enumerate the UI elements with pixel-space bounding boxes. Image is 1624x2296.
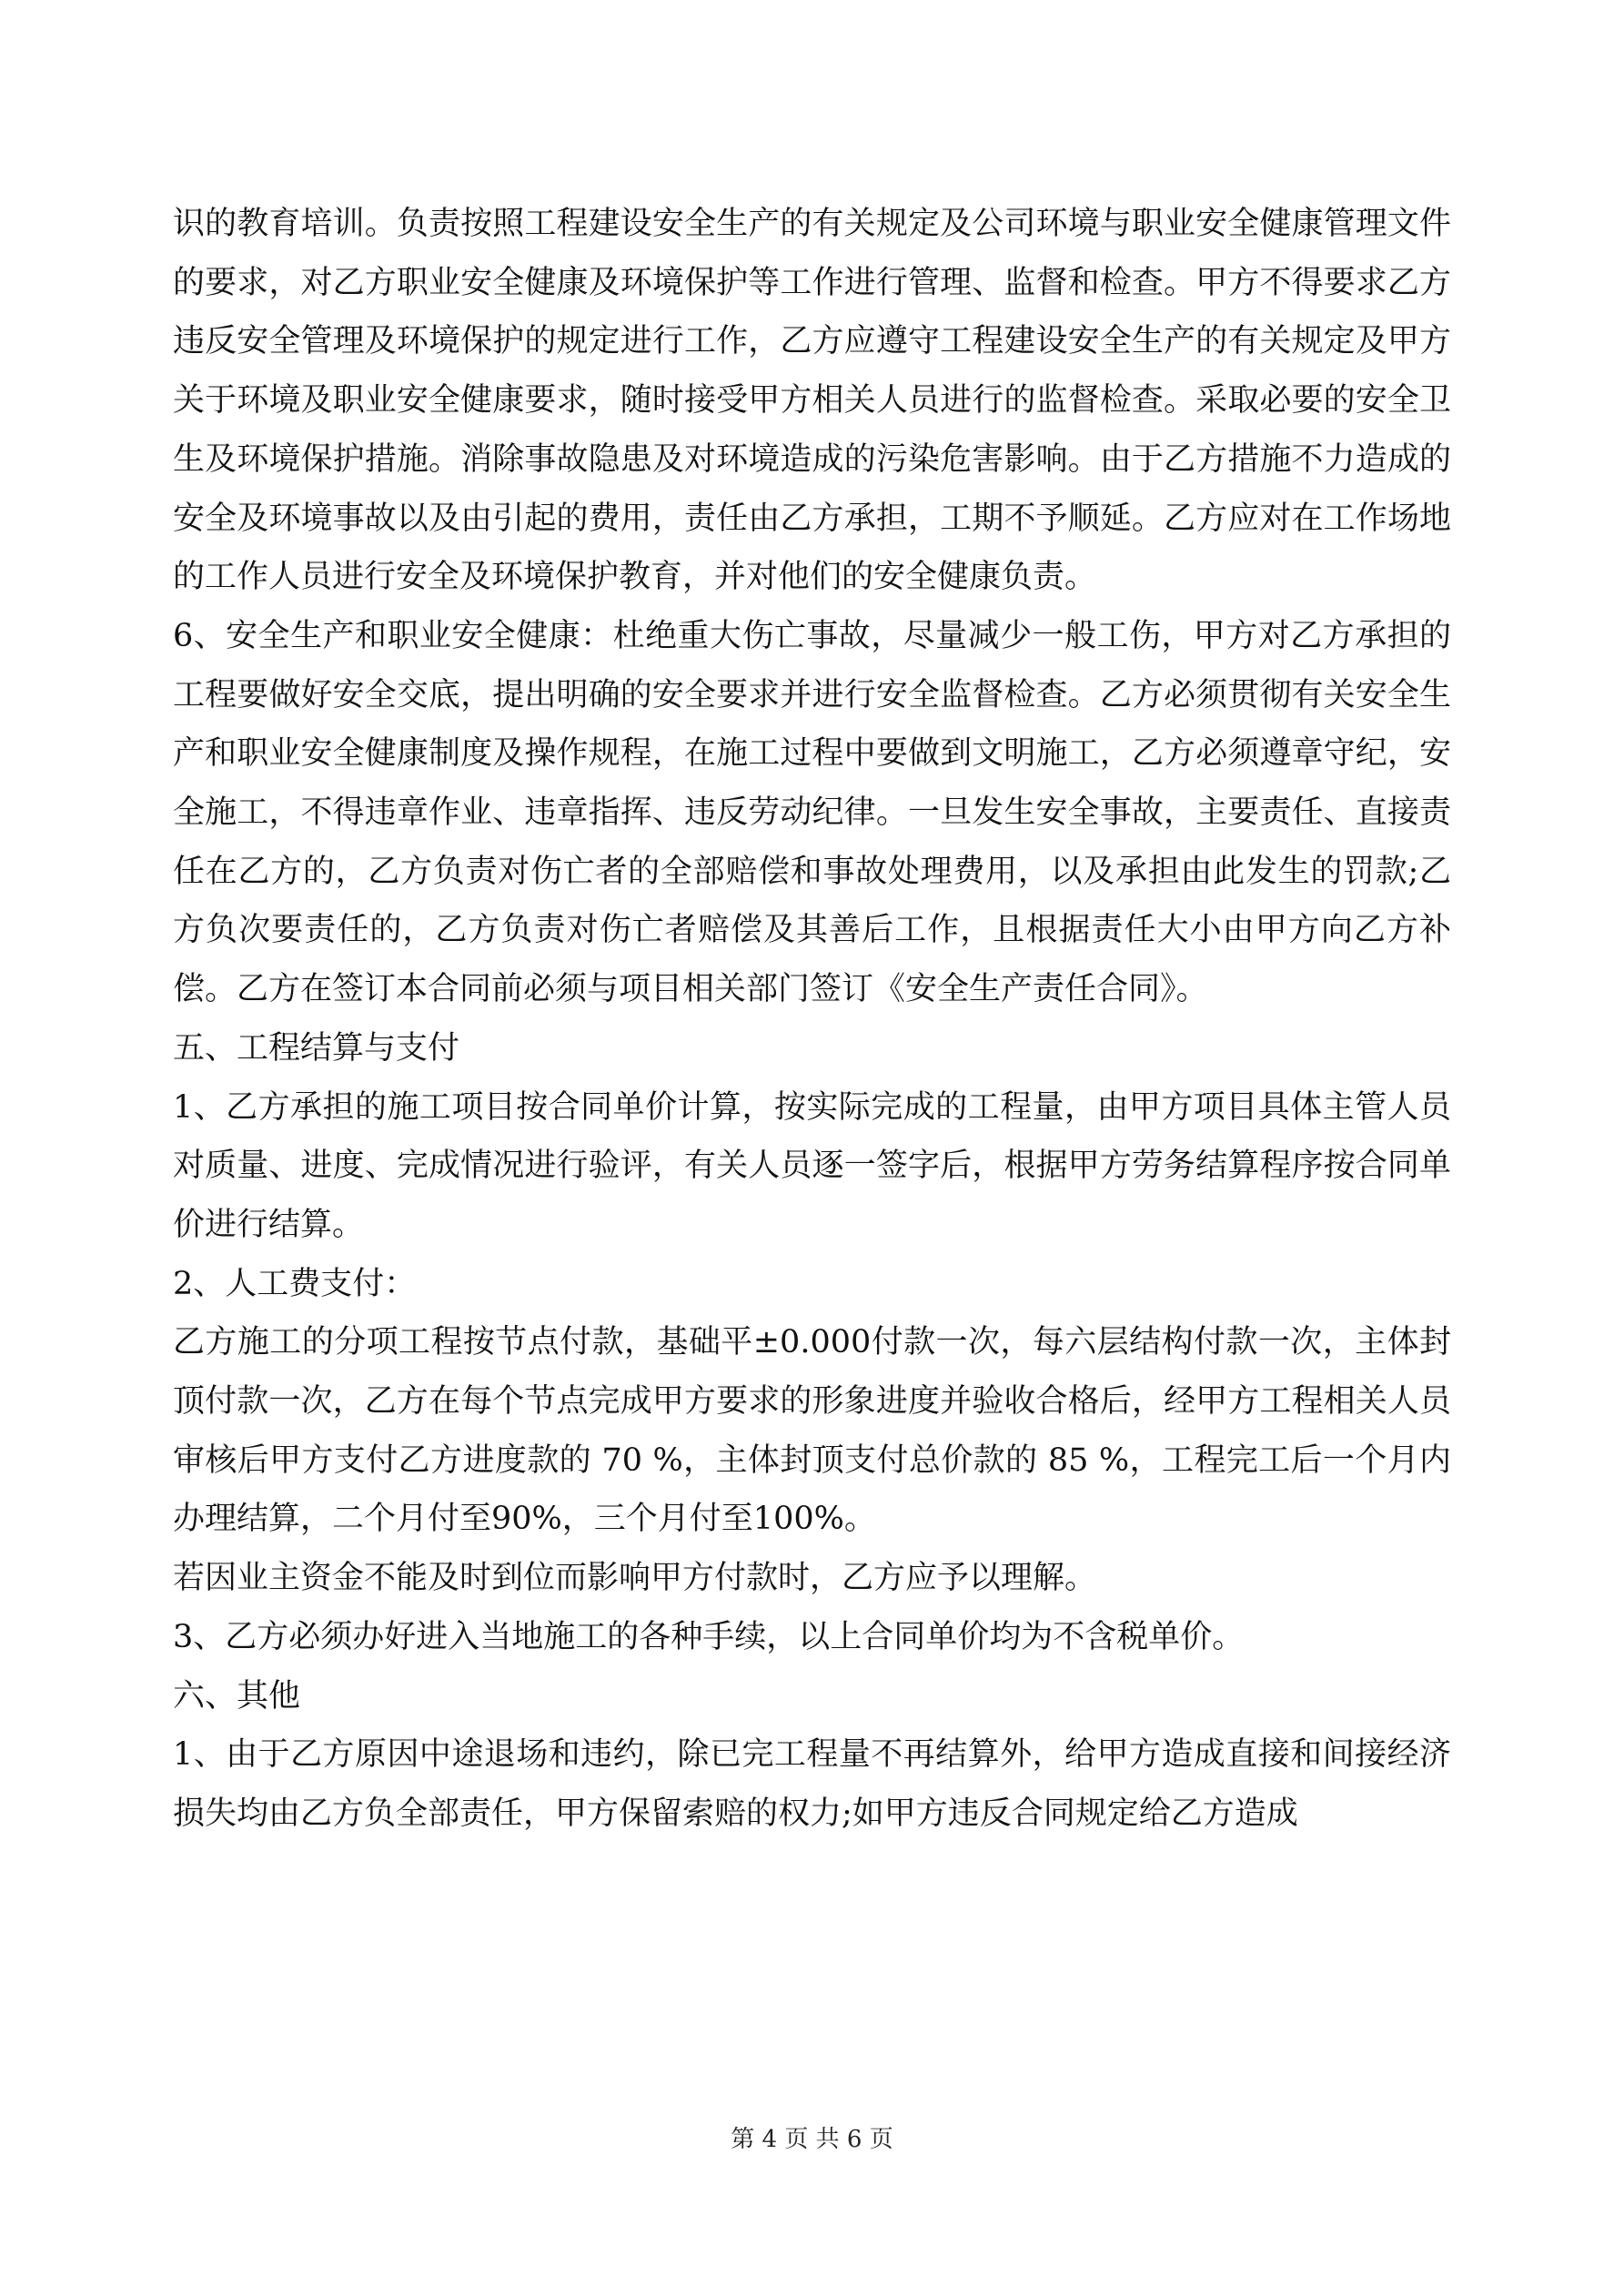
document-body xyxy=(173,195,1451,1844)
paragraph-other-1: 1、由于乙方原因中途退场和违约，除已完工程量不再结算外，给甲方造成直接和间接经济损失均由乙方负全部责任，甲方保留索赔的权力;如甲方违反合同规定给乙方造成 xyxy=(173,1736,1451,1832)
paragraph-labor-payment-heading: 2、人工费支付： xyxy=(173,1265,417,1302)
paragraph-safety-production: 6、安全生产和职业安全健康：杜绝重大伤亡事故，尽量减少一般工伤，甲方对乙方承担的工程要做好安全交底，提出明确的安全要求并进行安全监督检查。乙方必须贯彻有关安全生产和职业安全健康制度及操作规程，在施工过程中要做到文明施工，乙方必须遵章守纪，安全施工，不得违章作业、违章指挥、违反劳动纪律。一旦发生安全事故，主要责任、直接责任在乙方的，乙方负责对伤亡者的全部赔偿和事故处理费用，以及承担由此发生的罚款;乙方负次要责任的，乙方负责对伤亡者赔偿及其善后工作，且根据责任大小由甲方向乙方补偿。乙方在签订本合同前必须与项目相关部门签订《安全生产责任合同》。 xyxy=(173,617,1451,1008)
section-heading-settlement: 五、工程结算与支付 xyxy=(173,1029,460,1067)
section-heading-other: 六、其他 xyxy=(173,1677,301,1714)
paragraph-safety-training: 识的教育培训。负责按照工程建设安全生产的有关规定及公司环境与职业安全健康管理文件的要求，对乙方职业安全健康及环境保护等工作进行管理、监督和检查。甲方不得要求乙方违反安全管理及环境保护的规定进行工作，乙方应遵守工程建设安全生产的有关规定及甲方关于环境及职业安全健康要求，随时接受甲方相关人员进行的监督检查。采取必要的安全卫生及环境保护措施。消除事故隐患及对环境造成的污染危害影响。由于乙方措施不力造成的安全及环境事故以及由引起的费用，责任由乙方承担，工期不予顺延。乙方应对在工作场地的工作人员进行安全及环境保护教育，并对他们的安全健康负责。 xyxy=(173,206,1451,596)
page-footer: 第 4 页 共 6 页 xyxy=(731,2126,893,2153)
paragraph-owner-funds: 若因业主资金不能及时到位而影响甲方付款时，乙方应予以理解。 xyxy=(173,1560,1097,1597)
paragraph-settlement-1: 1、乙方承担的施工项目按合同单价计算，按实际完成的工程量，由甲方项目具体主管人员对质量、进度、完成情况进行验评，有关人员逐一签字后，根据甲方劳务结算程序按合同单价进行结算。 xyxy=(173,1088,1451,1243)
paragraph-labor-payment-terms: 乙方施工的分项工程按节点付款，基础平±0.000付款一次，每六层结构付款一次，主体封顶付款一次，乙方在每个节点完成甲方要求的形象进度并验收合格后，经甲方工程相关人员审核后甲方支付乙方进度款的 70 %，主体封顶支付总价款的 85 %，工程完工后一个月内办理结算，二个月付至90%，三个月付至100%。 xyxy=(173,1324,1451,1538)
paragraph-settlement-3: 3、乙方必须办好进入当地施工的各种手续，以上合同单价均为不含税单价。 xyxy=(173,1618,1245,1655)
